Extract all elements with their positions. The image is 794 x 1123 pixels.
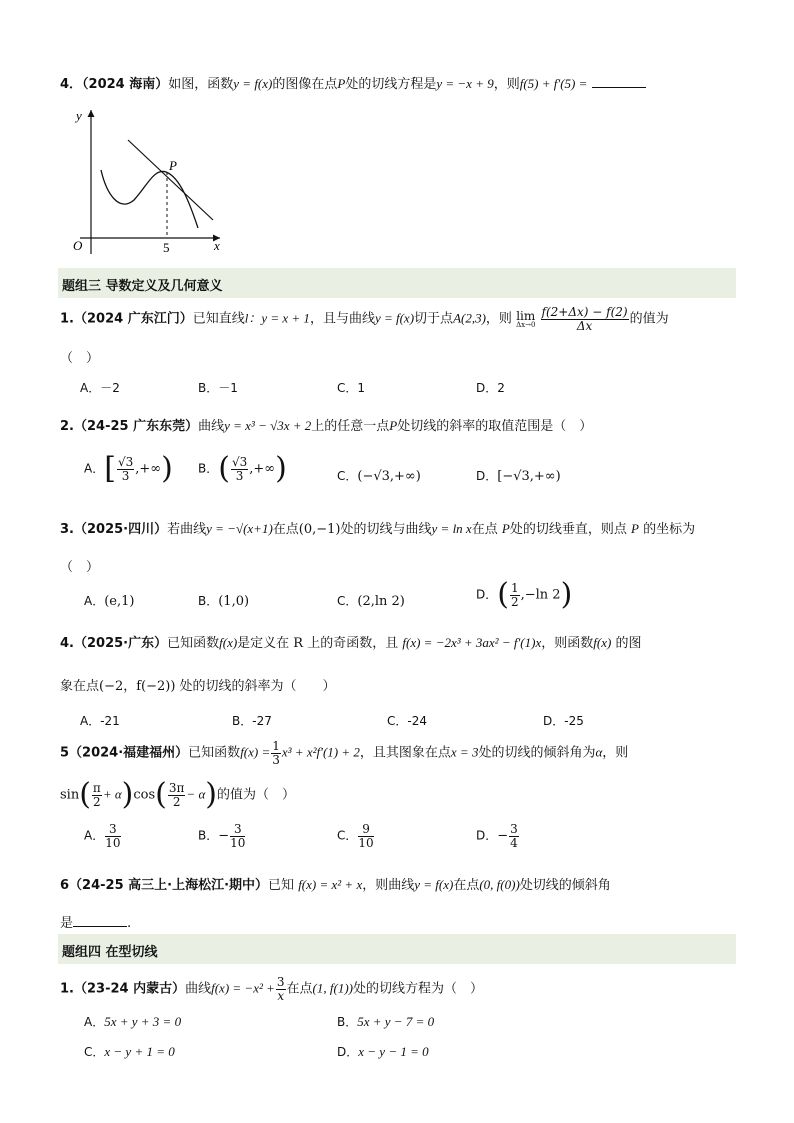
- q4-top-function: y = f(x): [233, 76, 273, 91]
- g3q5-option-b-num: 3: [230, 823, 245, 837]
- g3q1-lim-word: lim: [516, 308, 536, 323]
- g3q4-option-b[interactable]: [232, 712, 272, 729]
- g3q2-option-b-num: √3: [231, 454, 248, 469]
- g3q5-f-lhs: f(x) =: [240, 744, 271, 760]
- g3q4-text: 已知函数: [167, 636, 220, 651]
- g3q3-option-b[interactable]: [198, 592, 249, 609]
- g3q5-three-pi-half: [168, 782, 186, 808]
- g3q3-text: 在点: [272, 522, 299, 537]
- g3q1-source: （2024 广东江门）: [73, 311, 193, 327]
- g3q6-source: （24-25 高三上·上海松江·期中）: [69, 878, 269, 893]
- g3q1-curve: y = f(x): [374, 310, 415, 326]
- g3q3-option-d-label: D．: [476, 587, 498, 602]
- g3q4-line2: 象在点(−2，f(−2)) 处的切线的斜率为（ ）: [60, 679, 336, 694]
- g3q1-option-a-text: A．－2: [80, 381, 120, 395]
- g3q1-option-d-text: D．2: [476, 381, 505, 395]
- g4q1-option-a-label: A．: [84, 1015, 105, 1029]
- g3q3-stem: [60, 518, 695, 537]
- g3q3-text: 若曲线: [167, 522, 207, 537]
- g3q3-source: （2025·四川）: [73, 522, 168, 537]
- g3q5-minus-alpha: − α: [186, 786, 206, 802]
- g3q1-text: 的值为: [629, 311, 669, 327]
- g3q2-option-d-body: [−√3,+∞): [497, 469, 561, 484]
- g3q2-option-a-label: A．: [84, 461, 105, 476]
- g3q5-pi-half: [92, 782, 102, 808]
- g3q5-option-d-num: 3: [510, 822, 518, 836]
- g3q5-expr: sin( $\frac{\pi}{2}$ + α)cos( $\frac{3\pi}{2}$ − α)的值为（ ）: [60, 777, 296, 812]
- g4q1-option-c[interactable]: [84, 1043, 175, 1060]
- g4q1-option-a[interactable]: [84, 1013, 181, 1030]
- g3q3-option-c-body: (2,ln 2): [357, 594, 405, 609]
- g3q2-option-b-tail: ,+∞: [249, 461, 276, 477]
- g3q5-option-d-sign: −: [497, 828, 509, 844]
- q4-top-text: 处的切线方程是: [345, 77, 437, 92]
- g4q1-option-a-body: 5x + y + 3 = 0: [104, 1014, 182, 1029]
- g3q4-option-c-text: C．-24: [387, 714, 427, 728]
- g4q1-option-b-label: B．: [337, 1015, 358, 1029]
- g3q2-option-b-label: B．: [198, 461, 219, 476]
- g3q3-option-d-den: 2: [510, 594, 519, 609]
- g3q3-option-b-label: B．: [198, 594, 219, 608]
- g3q5-text: 的值为（ ）: [217, 787, 296, 803]
- group3-title: 题组三 导数定义及几何意义: [62, 279, 223, 294]
- g3q2-option-a-tail: ,+∞: [135, 461, 162, 477]
- g3q6-f: f(x) = x² + x: [298, 877, 363, 892]
- g3q6-line2-text: 是: [60, 916, 74, 931]
- g3q5-option-c-frac: [358, 823, 373, 849]
- g3q1-number: 1.: [60, 311, 74, 327]
- g3q2-option-b-frac: [231, 456, 248, 482]
- g3q4-f2: f(x): [593, 635, 612, 650]
- g3q2-number: 2.: [60, 419, 74, 434]
- g4q1-text: 处的切线方程为（ ）: [352, 981, 483, 997]
- g4q1-stem: [60, 976, 483, 1002]
- g3q4-text: 的图: [615, 636, 642, 651]
- g3q3-option-a[interactable]: [84, 592, 134, 609]
- g3q2-option-c-body: (−√3,+∞): [357, 469, 421, 484]
- g3q1-frac-den: Δx: [576, 318, 593, 333]
- g4q1-number: 1.: [60, 981, 74, 997]
- g3q1-text: 已知直线: [192, 311, 245, 327]
- g3q5-option-c-label: C．: [337, 828, 358, 843]
- g3q4-text: 是定义在 R 上的奇函数，且: [237, 636, 399, 651]
- g3q5-option-c-num: 9: [358, 823, 373, 837]
- g3q6-text: ，则曲线: [362, 878, 415, 893]
- g3q1-line-name: l：: [244, 310, 262, 326]
- g3q3-option-a-label: A．: [84, 594, 105, 608]
- g3q2-option-c[interactable]: [337, 467, 421, 484]
- g3q1-frac-num: f(2+Δx) − f(2): [541, 305, 628, 319]
- g3q3-option-d[interactable]: D．( $\frac{1}{2}$ ,−ln 2): [476, 577, 573, 612]
- g3q5-option-d-label: D．: [476, 828, 498, 843]
- g4q1-text: 在点: [286, 981, 313, 997]
- g3q4-eq: f(x) = −2x³ + 3ax² − f′(1)x: [402, 635, 542, 650]
- q4-top-text: ，则: [493, 77, 520, 92]
- g3q5-option-d-den: 4: [510, 835, 518, 850]
- q4-top-ask: f(5) + f′(5) =: [519, 76, 588, 91]
- g3q1-text: ，则: [485, 311, 512, 327]
- g3q6-curve: y = f(x): [414, 877, 454, 892]
- g3q3-curve2: y = ln x: [431, 521, 472, 536]
- g4q1-option-b[interactable]: [337, 1013, 434, 1030]
- g3q3-number: 3.: [60, 522, 74, 537]
- g3q5-text: ，且其图象在点: [359, 745, 451, 761]
- g3q5-frac-num: 1: [272, 739, 280, 753]
- g3q2-text: 处切线的斜率的取值范围是（ ）: [397, 419, 593, 434]
- g4q1-frac: [276, 976, 286, 1002]
- g3q5-option-a-label: A．: [84, 828, 105, 843]
- g3q5-option-b-frac: [230, 823, 245, 849]
- g3q3-p2: P: [630, 521, 639, 536]
- g3q4-option-c[interactable]: [387, 712, 427, 729]
- g3q3-option-a-body: (e,1): [104, 594, 135, 609]
- g3q5-frac-den: 3: [272, 752, 280, 767]
- g3q5-text: ，则: [602, 745, 629, 761]
- g3q1-option-c-text: C．1: [337, 381, 366, 395]
- g3q1-text: 切于点: [414, 311, 454, 327]
- graph-p-label: P: [169, 158, 177, 173]
- g3q1-fraction: [541, 306, 629, 332]
- g4q1-source: （23-24 内蒙古）: [73, 981, 186, 997]
- g3q4-f: f(x): [219, 635, 238, 650]
- q4-top-text: 如图，函数: [168, 77, 234, 92]
- g3q5-cos: cos: [133, 787, 156, 803]
- g3q5-text: 处的切线的倾斜角为: [478, 745, 596, 761]
- g3q6-text: 已知: [268, 878, 295, 893]
- g4q1-point: (1, f(1)): [312, 980, 353, 996]
- tangent-graph: [62, 104, 232, 260]
- g3q4-number: 4.: [60, 636, 74, 651]
- g4q1-frac-den: x: [277, 988, 285, 1003]
- q4-top-text: 的图像在点: [272, 77, 338, 92]
- g3q5-number: 5: [60, 745, 70, 761]
- g3q5-sin: sin: [60, 787, 80, 803]
- g3q5-alpha: α: [595, 744, 603, 760]
- g3q3-option-d-num: 1: [510, 580, 519, 595]
- g3q3-text: 处的切线与曲线: [340, 522, 432, 537]
- g3q2-option-a-num: √3: [117, 454, 134, 469]
- group4-header: [58, 934, 736, 964]
- g3q6-number: 6: [60, 878, 70, 893]
- g3q3-p: P: [501, 521, 510, 536]
- q4-top-answer-blank: [592, 77, 646, 88]
- g4q1-option-b-body: 5x + y − 7 = 0: [357, 1014, 435, 1029]
- g3q5-x3: x = 3: [450, 744, 479, 760]
- g3q3-curve1: y = −√(x+1): [206, 521, 273, 536]
- g4q1-f-lhs: f(x) = −x² +: [211, 980, 275, 996]
- g4q1-frac-num: 3: [276, 975, 285, 989]
- g3q2-option-b-den: 3: [235, 468, 244, 483]
- g3q5-option-b-sign: −: [218, 828, 230, 844]
- graph-curve: [101, 170, 198, 228]
- g3q2-text: 上的任意一点: [311, 419, 390, 434]
- g3q5-option-a-den: 10: [105, 835, 121, 850]
- g3q3-option-c-label: C．: [337, 594, 358, 608]
- g4q1-option-d[interactable]: [337, 1043, 429, 1060]
- g3q5-frac: [271, 740, 281, 766]
- g3q5-option-a[interactable]: [84, 823, 122, 849]
- g3q4-text: ，则函数: [541, 636, 594, 651]
- g3q5-option-b[interactable]: [198, 823, 246, 849]
- g3q5-three-pi: 3π: [168, 780, 185, 795]
- g3q6-answer-blank: [73, 916, 127, 927]
- group4-title: 题组四 在型切线: [62, 945, 158, 960]
- g4q1-option-d-label: D．: [337, 1045, 359, 1059]
- g4q1-option-d-body: x − y − 1 = 0: [358, 1044, 429, 1059]
- g3q5-two-b: 2: [172, 794, 181, 809]
- g3q1-stem: [60, 306, 669, 332]
- g3q3-text: 处的切线垂直，则点: [509, 522, 627, 537]
- g3q1-line-eq: y = x + 1: [261, 310, 310, 326]
- g4q1-text: 曲线: [185, 981, 212, 997]
- g4q1-option-c-body: x − y + 1 = 0: [104, 1044, 175, 1059]
- g3q4-option-b-text: B．-27: [232, 714, 272, 728]
- g3q5-option-d-frac: [509, 823, 519, 849]
- g3q2-point: P: [389, 418, 398, 433]
- g3q3-option-c[interactable]: [337, 592, 405, 609]
- g3q2-source: （24-25 广东东莞）: [73, 419, 199, 434]
- g3q2-option-a-frac: [117, 456, 134, 482]
- g3q2-option-c-label: C．: [337, 469, 358, 483]
- graph-x-label: x: [214, 238, 220, 253]
- g3q1-lim-sub: Δx→0: [516, 320, 536, 329]
- q4-top-stem: [60, 73, 646, 92]
- g3q1-option-d[interactable]: [476, 379, 505, 396]
- g3q5-option-d[interactable]: [476, 823, 520, 849]
- g3q1-limit: [516, 310, 535, 329]
- g3q1-option-a[interactable]: [80, 379, 120, 396]
- g3q1-paren: （ ）: [60, 351, 100, 366]
- g3q3-point: (0,−1): [298, 522, 341, 537]
- g4q1-option-c-label: C．: [84, 1045, 105, 1059]
- g3q4-source: （2025·广东）: [73, 636, 168, 651]
- g3q2-curve: y = x³ − √3x + 2: [224, 418, 312, 433]
- g3q5-pi: π: [92, 780, 101, 795]
- g3q2-stem: [60, 415, 592, 434]
- g3q5-option-c[interactable]: [337, 823, 375, 849]
- q4-top-source: （2024 海南）: [82, 77, 169, 92]
- g3q3-text: 的坐标为: [643, 522, 696, 537]
- g3q6-text: 处切线的倾斜角: [519, 878, 611, 893]
- g3q5-option-b-label: B．: [198, 828, 219, 843]
- graph-five-label: 5: [163, 240, 170, 255]
- graph-origin-label: O: [73, 238, 83, 253]
- g3q6-text: 在点: [453, 878, 480, 893]
- g3q2-option-a[interactable]: A．[ $\frac{√3}{3}$ ,+∞): [84, 451, 173, 486]
- g3q5-two: 2: [93, 794, 101, 809]
- g3q2-option-a-den: 3: [121, 468, 130, 483]
- g3q2-option-d[interactable]: [476, 467, 561, 484]
- g3q3-text: 在点: [471, 522, 498, 537]
- g3q5-f-rhs: x³ + x²f′(1) + 2: [281, 744, 360, 760]
- graph-y-label: y: [76, 108, 82, 123]
- g3q4-option-d[interactable]: [543, 712, 584, 729]
- g3q5-option-a-num: 3: [105, 823, 120, 837]
- g3q5-option-b-den: 10: [230, 835, 246, 850]
- g3q2-text: 曲线: [198, 419, 225, 434]
- graph-tangent-line: [128, 140, 213, 220]
- g3q1-option-b[interactable]: [198, 379, 238, 396]
- q4-top-point: P: [337, 76, 346, 91]
- g3q4-stem: [60, 632, 641, 651]
- g3q5-option-a-frac: [105, 823, 120, 849]
- g3q6-line2-period: .: [127, 916, 132, 931]
- g3q5-option-c-den: 10: [358, 835, 374, 850]
- g3q3-option-d-tail: ,−ln 2: [520, 587, 561, 603]
- g3q1-text: ，且与曲线: [309, 311, 375, 327]
- g3q4-option-a-text: A．-21: [80, 714, 120, 728]
- g3q6-line2: [60, 912, 131, 931]
- q4-top-number: 4．: [60, 77, 83, 92]
- g3q5-source: （2024·福建福州）: [69, 745, 189, 761]
- g3q3-option-d-frac: [510, 582, 520, 608]
- g3q5-stem: [60, 740, 628, 766]
- q4-top-tangent-eq: y = −x + 9: [436, 76, 494, 91]
- g3q2-option-b[interactable]: B．( $\frac{√3}{3}$ ,+∞): [198, 451, 287, 486]
- g3q1-option-c[interactable]: [337, 379, 365, 396]
- g3q3-option-b-body: (1,0): [218, 594, 250, 609]
- g3q5-plus-alpha: + α: [102, 786, 122, 802]
- g3q4-option-d-text: D．-25: [543, 714, 584, 728]
- g3q5-text: 已知函数: [188, 745, 241, 761]
- g3q6-stem: [60, 874, 611, 893]
- g3q4-option-a[interactable]: [80, 712, 120, 729]
- g3q1-option-b-text: B．－1: [198, 381, 238, 395]
- g3q3-paren: （ ）: [60, 560, 100, 575]
- g3q6-point: (0, f(0)): [479, 877, 520, 892]
- group3-header: [58, 268, 736, 298]
- g3q2-option-d-label: D．: [476, 469, 498, 483]
- g3q1-point: A(2,3): [453, 310, 486, 326]
